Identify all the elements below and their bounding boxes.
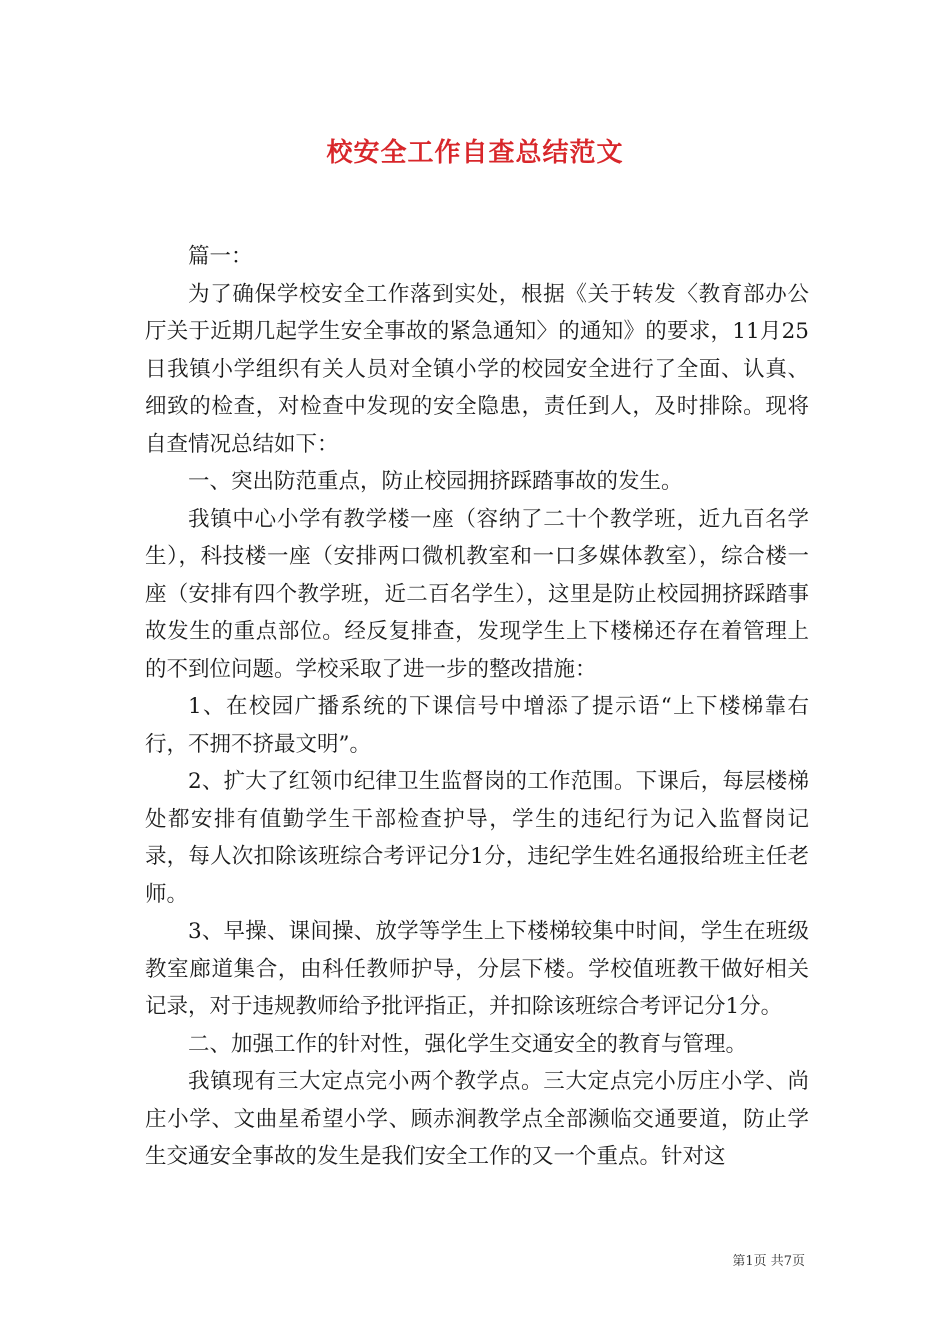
paragraph-measure-1: 1、在校园广播系统的下课信号中增添了提示语“上下楼梯靠右行，不拥不挤最文明”。: [145, 694, 809, 757]
document-title: 校安全工作自查总结范文: [326, 138, 624, 168]
paragraph-body: 我镇现有三大定点完小两个教学点。三大定点完小厉庄小学、尚庄小学、文曲星希望小学、顾赤涧教学点全部濒临交通要道，防止学生交通安全事故的发生是我们安全工作的又一个重点。针对这: [145, 1069, 809, 1169]
paragraph-heading-1: 一、突出防范重点，防止校园拥挤踩踏事故的发生。: [188, 469, 683, 494]
paragraph-body: 我镇中心小学有教学楼一座（容纳了二十个教学班，近九百名学生），科技楼一座（安排两口微机教室和一口多媒体教室），综合楼一座（安排有四个教学班，近二百名学生），这里是防止校园拥挤踩踏事故发生的重点部位。经反复排查，发现学生上下楼梯还存在着管理上的不到位问题。学校采取了进一步的整改措施：: [145, 506, 809, 682]
paragraph-section-label: 篇一：: [188, 244, 253, 269]
document-body: [145, 238, 809, 1176]
paragraph-measure-3: 3、早操、课间操、放学等学生上下楼梯较集中时间，学生在班级教室廊道集合，由科任教师护导，分层下楼。学校值班教干做好相关记录，对于违规教师给予批评指正，并扣除该班综合考评记分1分。: [145, 919, 809, 1019]
paragraph-heading-2: 二、加强工作的针对性，强化学生交通安全的教育与管理。: [188, 1031, 748, 1057]
paragraph-intro: 为了确保学校安全工作落到实处，根据《关于转发〈教育部办公厅关于近期几起学生安全事故的紧急通知〉的通知》的要求，11月25日我镇小学组织有关人员对全镇小学的校园安全进行了全面、认真、细致的检查，对检查中发现的安全隐患，责任到人，及时排除。现将自查情况总结如下：: [145, 281, 809, 457]
page-number: 第1页 共7页: [732, 1254, 805, 1269]
paragraph-measure-2: 2、扩大了红领巾纪律卫生监督岗的工作范围。下课后，每层楼梯处都安排有值勤学生干部检查护导，学生的违纪行为记入监督岗记录，每人次扣除该班综合考评记分1分，违纪学生姓名通报给班主任老师。: [145, 769, 809, 907]
